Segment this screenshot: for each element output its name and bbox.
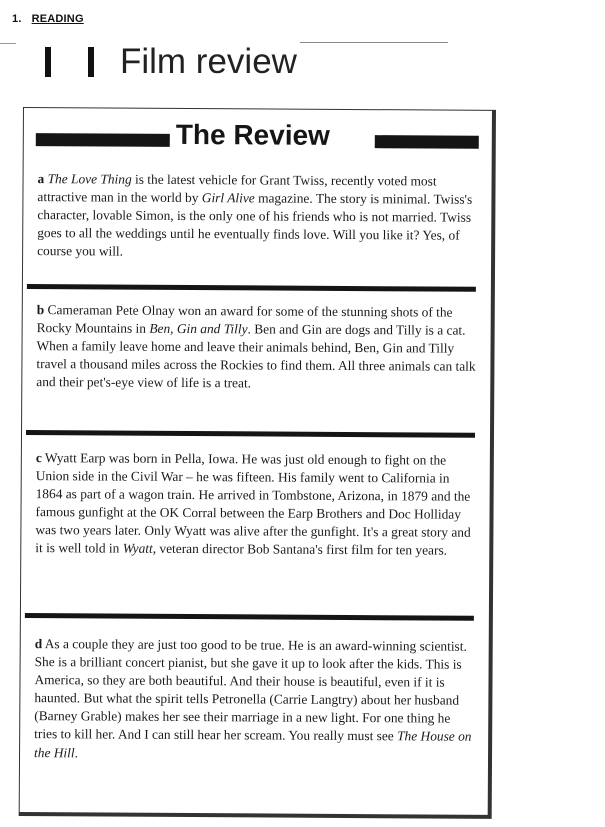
magazine-title: Girl Alive (201, 190, 255, 206)
review-letter: d (34, 636, 43, 652)
review-divider (25, 613, 474, 621)
film-title: The House on the Hill (34, 728, 472, 760)
unit-number-bar-1 (45, 47, 51, 77)
header-bar-right (375, 135, 479, 149)
review-text: , veteran director Bob Santana's first film for ten years. (152, 541, 448, 559)
review-c (35, 449, 476, 560)
film-title: The Love Thing (47, 171, 132, 187)
review-header (36, 118, 479, 159)
top-rule-mid (300, 42, 448, 43)
review-letter: a (37, 171, 45, 187)
review-divider (26, 430, 475, 438)
review-page-title: The Review (175, 118, 330, 151)
review-page (19, 107, 496, 819)
review-text: . Ben and Gin are dogs and Tilly is a cat. When a family leave home and leave their animals behind, Ben, Gin and Tilly travel a thousand miles across the Rockies to find them. All three animals can talk and their pet's-eye view of life is a treat. (36, 321, 476, 391)
review-text: Cameraman Pete Olnay won an award for some of the stunning shots of the Rocky Mountains in (36, 302, 453, 336)
review-divider (27, 284, 476, 292)
review-text: is the latest vehicle for Grant Twiss, recently voted most attractive man in the world by (37, 171, 437, 206)
section-number: 1. (12, 13, 22, 25)
film-title: Ben, Gin and Tilly (149, 320, 248, 337)
review-b (36, 301, 477, 394)
unit-title: Film review (120, 42, 297, 81)
unit-number-bar-2 (88, 47, 94, 77)
review-text: Wyatt Earp was born in Pella, Iowa. He was just old enough to fight on the Union side in the Civil War – he was fifteen. His family went to California in 1864 as part of a wagon train. He arrived in Tombstone, Arizona, in 1879 and the famous gunfight at the OK Corral between the Earp Brothers and Doc Holliday was two years later. Only Wyatt was alive after the gunfight. It's a great story and it is well told in (35, 450, 471, 557)
review-a (37, 170, 478, 263)
section-heading (12, 13, 84, 25)
film-title: Wyatt (122, 541, 153, 557)
top-rule-left (0, 43, 16, 44)
review-letter: b (36, 302, 45, 318)
review-text: . (74, 744, 79, 760)
review-letter: c (35, 450, 42, 466)
section-title: READING (31, 13, 84, 25)
header-bar-left (36, 133, 170, 147)
review-text: magazine. The story is minimal. Twiss's character, lovable Simon, is the only one of his friends who is not married. Twiss goes to all the weddings until he eventually finds love. Will you like it? Yes, of course you will. (37, 190, 473, 259)
review-text: As a couple they are just too good to be true. He is an award-winning scientist. She is a brilliant concert pianist, but she gave it up to look after the kids. This is America, so they are both beautiful. And their house is beautiful, even if it is haunted. But what the spirit tells Petronella (Carrie Langtry) about her husband (Barney Grable) makes her see their marriage in a new light. For one thing he tries to kill her. And I can still hear her scream. You really must see (34, 636, 467, 744)
review-d (34, 635, 475, 764)
